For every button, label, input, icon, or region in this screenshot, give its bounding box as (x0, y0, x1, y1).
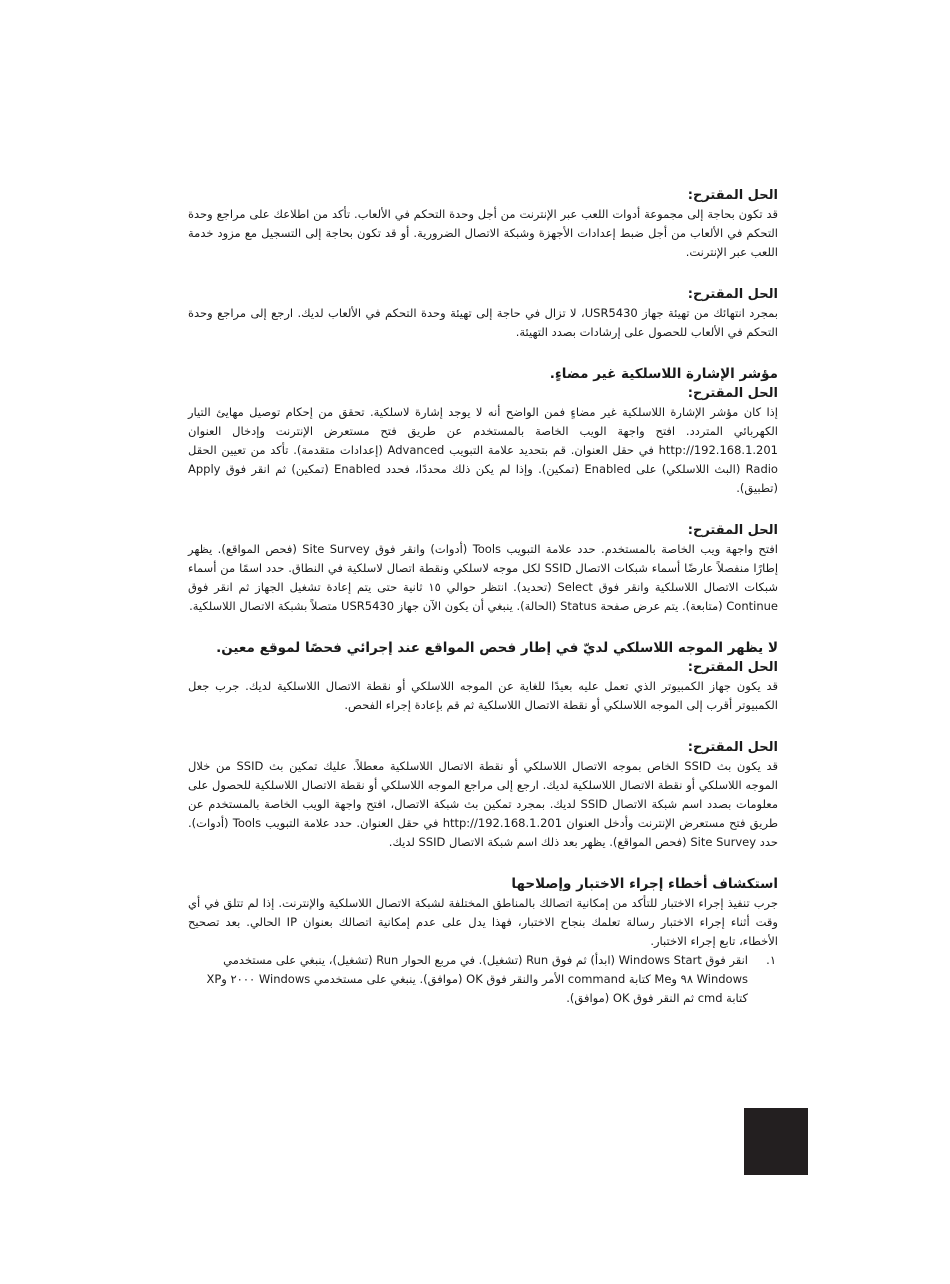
section-title: لا يظهر الموجه اللاسلكي لديّ في إطار فحص المواقع عند إجرائي فحصًا لموقع معين. (216, 640, 778, 656)
section-body: افتح واجهة ويب الخاصة بالمستخدم. حدد علامة التبويب Tools (أدوات) وانقر فوق Site Survey (فحص المواقع). يظهر إطارًا منفصلاً عارضًا أسماء شبكات الاتصال SSID لكل موجه لاسلكي ونقطة اتصال لاسلكية في النطاق. حدد اسمًا من أسماء شبكات الاتصال اللاسلكية وانقر فوق Select (تحديد). انتظر حوالي ١٥ ثانية حتى يتم إعادة تشغيل الجهاز ثم انقر فوق Continue (متابعة). يتم عرض صفحة Status (الحالة). ينبغي أن يكون الآن جهاز USR5430 متصلاً بشبكة الاتصال اللاسلكية. (188, 542, 779, 613)
section-site-survey (188, 521, 778, 616)
section-body: قد تكون بحاجة إلى مجموعة أدوات اللعب عبر الإنترنت من أجل وحدة التحكم في الألعاب. تأكد من اطلاعك على مراجع وحدة التحكم في الألعاب من أجل ضبط إعدادات الأجهزة وشبكة الاتصال الضرورية. أو قد تكون بحاجة إلى التسجيل مع مزود خدمة اللعب عبر الإنترنت. (188, 207, 778, 259)
section-subtitle: الحل المقترح: (687, 386, 778, 401)
section-body: جرب تنفيذ إجراء الاختبار للتأكد من إمكانية اتصالك بالمناطق المختلفة لشبكة الاتصال اللاسلكية والإنترنت. إذا لم تتلق في أي وقت أثناء إجراء الاختبار رسالة تعلمك بنجاح الاختبار، فهذا يدل على عدم إمكانية اتصالك بعنوان IP الحالي. بعد تصحيح الأخطاء، تابع إجراء الاختبار. (188, 896, 778, 948)
page-number-box (744, 1108, 808, 1175)
section-wireless-led-off (188, 365, 778, 498)
step-number: ١. (766, 953, 776, 967)
section-body: إذا كان مؤشر الإشارة اللاسلكية غير مضاءٍ فمن الواضح أنه لا يوجد إشارة لاسلكية. تحقق من إحكام توصيل مهايئ التيار الكهربائي المتردد. افتح واجهة الويب الخاصة بالمستخدم عن طريق فتح مستعرض الإنترنت وإدخال العنوان http://192.168.1.201 في حقل العنوان. قم بتحديد علامة التبويب Advanced (إعدادات متقدمة). تأكد من تعيين الحقل Radio (البث اللاسلكي) على Enabled (تمكين). وإذا لم يكن ذلك محددًا، فحدد Enabled (تمكين) ثم انقر فوق Apply (تطبيق). (188, 405, 778, 495)
section-online-gaming-kit (188, 186, 778, 262)
section-testing-troubleshooting (188, 875, 778, 1008)
section-title: استكشاف أخطاء إجراء الاختبار وإصلاحها (511, 876, 778, 892)
section-console-config (188, 285, 778, 342)
list-item (188, 951, 776, 1008)
section-ssid-broadcast (188, 738, 778, 852)
section-subtitle: الحل المقترح: (687, 523, 778, 538)
steps-list (188, 951, 778, 1008)
manual-page (188, 186, 778, 1031)
section-subtitle: الحل المقترح: (687, 287, 778, 302)
section-body: قد يكون بث SSID الخاص بموجه الاتصال اللاسلكي أو نقطة الاتصال اللاسلكية معطلاً. عليك تمكين بث SSID من خلال الموجه اللاسلكي أو نقطة الاتصال اللاسلكية لديك. ارجع إلى مراجع الموجه اللاسلكي أو نقطة الاتصال اللاسلكية للحصول على معلومات بصدد اسم شبكة الاتصال SSID لديك. بمجرد تمكين بث شبكة الاتصال، افتح واجهة الويب الخاصة بالمستخدم عن طريق فتح مستعرض الإنترنت وأدخل العنوان http://192.168.1.201 في حقل العنوان. حدد علامة التبويب Tools (أدوات). حدد Site Survey (فحص المواقع). يظهر بعد ذلك اسم شبكة الاتصال SSID لديك. (188, 759, 778, 849)
section-subtitle: الحل المقترح: (687, 188, 778, 203)
step-text: انقر فوق Windows Start (ابدأ) ثم فوق Run (تشغيل). في مربع الحوار Run (تشغيل)، ينبغي على مستخدمي Windows ٩٨ وMe كتابة command الأمر والنقر فوق OK (موافق). ينبغي على مستخدمي Windows ٢٠٠٠ وXP كتابة cmd ثم النقر فوق OK (موافق). (206, 953, 748, 1005)
section-body: قد يكون جهاز الكمبيوتر الذي تعمل عليه بعيدًا للغاية عن الموجه اللاسلكي أو نقطة الاتصال اللاسلكية لديك. جرب جعل الكمبيوتر أقرب إلى الموجه اللاسلكي أو نقطة الاتصال اللاسلكية ثم قم بإعادة إجراء الفحص. (188, 679, 778, 712)
section-router-not-shown (188, 639, 778, 715)
section-body: بمجرد انتهائك من تهيئة جهاز USR5430، لا تزال في حاجة إلى تهيئة وحدة التحكم في الألعاب لديك. ارجع إلى مراجع وحدة التحكم في الألعاب للحصول على إرشادات بصدد التهيئة. (188, 306, 778, 339)
section-title: مؤشر الإشارة اللاسلكية غير مضاءٍ. (549, 366, 778, 382)
section-subtitle: الحل المقترح: (687, 660, 778, 675)
section-subtitle: الحل المقترح: (687, 740, 778, 755)
